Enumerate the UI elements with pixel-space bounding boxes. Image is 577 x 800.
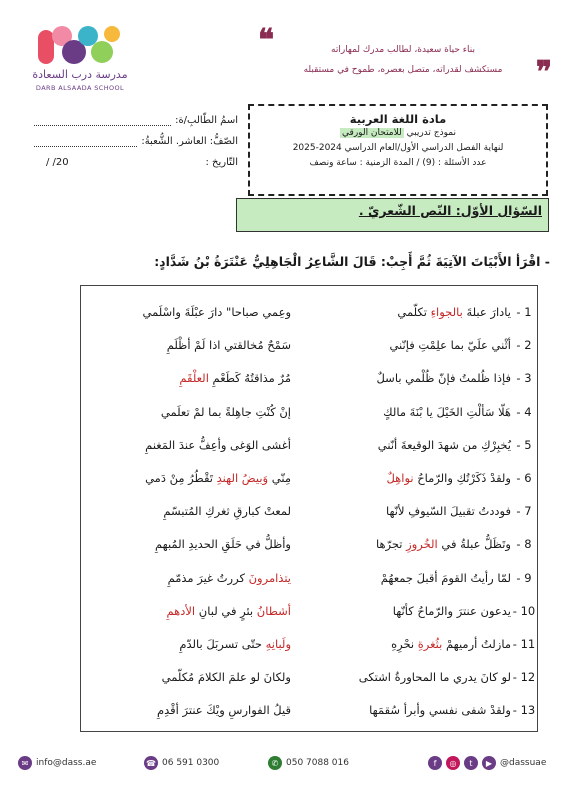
verse-first-hemistich bbox=[321, 471, 511, 485]
subject-title: مادة اللغة العربية bbox=[349, 112, 447, 126]
poem-verse bbox=[81, 495, 537, 527]
verse-text: نحْرِهِ bbox=[391, 637, 418, 651]
date-field[interactable]: / /20 bbox=[46, 157, 69, 168]
poem-verse bbox=[81, 362, 537, 394]
verse-number: 12 - bbox=[512, 670, 536, 685]
verse-first-hemistich bbox=[321, 438, 511, 452]
date-row bbox=[26, 152, 238, 173]
highlighted-word: العلْقَمِ bbox=[179, 371, 209, 386]
verse-text: تَقْطُرُ مِنْ دَمي bbox=[145, 471, 217, 485]
verse-text: لو كانَ يدري ما المحاورةُ اشتكى bbox=[358, 670, 511, 685]
exam-type-line bbox=[250, 126, 546, 141]
highlighted-word: نواهِلٌ bbox=[386, 471, 414, 485]
verse-text: لمّا رأيتُ القومَ أقبلَ جمعهُمْ bbox=[380, 570, 511, 585]
questions-duration-line: عدد الأسئلة : (9) / المدة الزمنية : ساعة ونصف bbox=[309, 158, 487, 168]
footer-social-text: @dassuae bbox=[500, 758, 547, 768]
footer-email[interactable] bbox=[18, 756, 96, 770]
verse-first-hemistich bbox=[321, 338, 511, 352]
verse-text: ولكانَ لو علمَ الكلامَ مُكلّمي bbox=[161, 670, 291, 685]
verse-number: 10 - bbox=[512, 603, 536, 618]
verse-text: ولقدْ ذَكَرْتُكِ والرّماحُ bbox=[413, 471, 511, 485]
verse-text: مُرٌ مذاقتُهُ كَطَعْمِ bbox=[208, 371, 291, 386]
poem-verse bbox=[81, 396, 537, 428]
poem-verse bbox=[81, 329, 537, 361]
verse-text: أغشى الوَغى وأعِفُّ عندَ المَغنمِ bbox=[145, 437, 291, 452]
verse-text: هَلّا سَألْتِ الخَيْلَ يا بْنَةَ مالكٍ bbox=[383, 404, 511, 419]
logo-english-name: DARB ALSAADA SCHOOL bbox=[35, 84, 125, 92]
verse-second-hemistich bbox=[81, 438, 321, 452]
verse-text: مِنّي bbox=[268, 471, 291, 485]
footer bbox=[18, 752, 563, 774]
section-title: السّؤال الأوّل: النّص الشّعريّ . bbox=[236, 198, 549, 232]
date-label: التّاريخ : bbox=[205, 157, 238, 168]
verse-first-hemistich bbox=[321, 504, 511, 518]
email-icon: ✉ bbox=[18, 756, 32, 770]
verse-second-hemistich bbox=[81, 471, 321, 485]
verse-text: وعِمي صباحا" دارَ عبْلَةَ واسْلَمي bbox=[142, 305, 291, 319]
verse-number: 11 - bbox=[512, 637, 536, 651]
grade-label: الصّفُّ: العاشر. الشُّعبةُ: bbox=[141, 136, 238, 147]
poem-verse bbox=[81, 628, 537, 660]
poem-box bbox=[80, 285, 538, 732]
verse-text: يدعون عنترَ والرّماحُ كأنّها bbox=[392, 603, 511, 618]
highlighted-word: ولَبانِهِ bbox=[265, 637, 291, 651]
whatsapp-icon: ✆ bbox=[268, 756, 282, 770]
verse-number: 13 - bbox=[512, 703, 536, 718]
footer-phone-1[interactable] bbox=[144, 756, 219, 770]
verse-first-hemistich bbox=[321, 405, 511, 419]
verse-number: 9 - bbox=[516, 570, 532, 585]
grade-row bbox=[26, 131, 238, 152]
verse-number: 5 - bbox=[516, 437, 532, 452]
school-motto bbox=[258, 23, 552, 90]
verse-text: سَمْحٌ مُخالقتي اذا لَمْ أظْلَمِ bbox=[166, 338, 291, 353]
verse-second-hemistich bbox=[81, 338, 321, 352]
footer-phone-2[interactable] bbox=[268, 756, 349, 770]
verse-text: حتّى تسربَلَ بالدّمِ bbox=[179, 637, 266, 651]
verse-text: فوددتُ تقبيلَ السّيوفِ لأنّها bbox=[386, 504, 511, 519]
youtube-icon: ▶ bbox=[482, 756, 496, 770]
verse-second-hemistich bbox=[81, 571, 321, 585]
verse-number: 3 - bbox=[516, 371, 532, 386]
verse-second-hemistich bbox=[81, 504, 321, 518]
verse-second-hemistich bbox=[81, 405, 321, 419]
verse-text: فإذا ظُلمتُ فإنّ ظُلْمي باسلٌ bbox=[376, 371, 511, 386]
verse-first-hemistich bbox=[321, 305, 511, 319]
highlighted-word: بثُغرةِ bbox=[417, 637, 443, 651]
highlighted-word: الخُروزِ bbox=[406, 537, 438, 552]
verse-first-hemistich bbox=[321, 604, 511, 618]
motto-line-2: مستكشف لقدراته، متصل بعصره، طموح في مستقبله bbox=[303, 65, 503, 75]
verse-text: تكلّمي bbox=[397, 305, 431, 319]
highlighted-word: الأدهمِ bbox=[166, 603, 196, 618]
verse-number: 4 - bbox=[516, 404, 532, 419]
highlighted-word: أشطانُ bbox=[256, 603, 291, 618]
verse-first-hemistich bbox=[321, 637, 511, 651]
verse-first-hemistich bbox=[321, 537, 511, 551]
logo-arabic-name: مدرسة درب السعادة bbox=[32, 68, 128, 81]
verse-number: 7 - bbox=[516, 504, 532, 519]
verse-text: قيلُ الفوارسِ ويْكَ عنترَ أقْدِمِ bbox=[157, 703, 291, 718]
verse-first-hemistich bbox=[321, 670, 511, 684]
highlighted-word: بالجواءِ bbox=[430, 305, 463, 319]
verse-number: 8 - bbox=[516, 537, 532, 552]
verse-first-hemistich bbox=[321, 371, 511, 385]
poem-verse bbox=[81, 562, 537, 594]
verse-number: 2 - bbox=[516, 338, 532, 353]
student-name-row bbox=[26, 110, 238, 131]
twitter-icon: t bbox=[464, 756, 478, 770]
motto-line-1: بناء حياة سعيدة، لطالب مدرك لمهاراته bbox=[331, 45, 475, 55]
footer-email-text: info@dass.ae bbox=[36, 758, 97, 768]
student-info bbox=[26, 110, 238, 173]
verse-text: مازلتُ أرميهمْ bbox=[442, 637, 511, 651]
highlighted-word: يتذامرونَ bbox=[248, 570, 291, 585]
verse-text: وأظلُّ في حَلَقِ الحديدِ المُبهمِ bbox=[155, 537, 291, 552]
verse-text: بئرٍ في لبانِ bbox=[195, 603, 257, 618]
instagram-icon: ◎ bbox=[446, 756, 460, 770]
highlighted-word: وَبيضُ الهندِ bbox=[216, 471, 269, 485]
poem-verse bbox=[81, 429, 537, 461]
verse-text: ولقدْ شفى نفسي وأبرأ سُقمَها bbox=[369, 703, 511, 718]
poem-verse bbox=[81, 462, 537, 494]
verse-text: يادارَ عبلةَ bbox=[462, 305, 511, 319]
verse-text: لمعتْ كبارقِ ثغركِ المُتبسّمِ bbox=[163, 504, 291, 519]
verse-second-hemistich bbox=[81, 537, 321, 551]
section-field[interactable] bbox=[34, 137, 137, 147]
verse-text: إنْ كُنْتِ جاهِلةً بما لمْ تعلَمي bbox=[160, 404, 291, 419]
student-name-field[interactable] bbox=[34, 116, 171, 126]
verse-first-hemistich bbox=[321, 571, 511, 585]
verse-second-hemistich bbox=[81, 637, 321, 651]
verse-number: 6 - bbox=[516, 471, 532, 485]
open-quote-icon: ❝ bbox=[258, 23, 275, 58]
school-logo bbox=[22, 22, 132, 98]
poem-verse bbox=[81, 528, 537, 560]
verse-text: يُخبِرْكِ من شهدَ الوقيعةَ أنّني bbox=[377, 437, 511, 452]
verse-second-hemistich bbox=[81, 670, 321, 684]
verse-second-hemistich bbox=[81, 703, 321, 717]
verse-number: 1 - bbox=[516, 305, 532, 319]
exam-type-prefix: نموذج تدريبي bbox=[403, 128, 456, 138]
term-line: لنهاية الفصل الدراسي الأول/العام الدراسي 2024-2025 bbox=[292, 143, 504, 153]
verse-second-hemistich bbox=[81, 305, 321, 319]
verse-text: أثْني علَيّ بما علِمْتِ فإنّني bbox=[389, 338, 511, 353]
close-quote-icon: ❞ bbox=[535, 55, 552, 90]
poem-verse bbox=[81, 661, 537, 693]
student-name-label: اسمُ الطّالبِ/ة: bbox=[175, 115, 238, 126]
footer-phone-1-text: 06 591 0300 bbox=[162, 758, 220, 768]
footer-social[interactable] bbox=[428, 756, 546, 770]
poem-verse bbox=[81, 694, 537, 726]
footer-phone-2-text: 050 7088 016 bbox=[286, 758, 349, 768]
verse-text: تجرّها bbox=[375, 537, 407, 552]
instruction-text: - اقْرَأ الأَبْيَاتَ الآتِيَةَ ثُمَّ أَجِبْ: قَالَ الشَّاعِرُ الْجَاهِلِيُّ عَنْتَرَةُ بْنُ شَدَّادٍ: bbox=[154, 254, 550, 269]
motto-text bbox=[288, 40, 518, 80]
verse-second-hemistich bbox=[81, 371, 321, 385]
verse-first-hemistich bbox=[321, 703, 511, 717]
phone-icon: ☎ bbox=[144, 756, 158, 770]
logo-mark-icon bbox=[38, 22, 120, 66]
verse-text: كررتُ غيرَ مذمّمِ bbox=[167, 570, 249, 585]
verse-text: وتَظَلُّ عبلةُ في bbox=[437, 537, 511, 552]
facebook-icon: f bbox=[428, 756, 442, 770]
verse-second-hemistich bbox=[81, 604, 321, 618]
poem-verse bbox=[81, 595, 537, 627]
exam-type-highlight: للامتحان الورقي bbox=[342, 128, 402, 138]
poem-verse bbox=[81, 296, 537, 328]
exam-info-box bbox=[248, 104, 548, 196]
